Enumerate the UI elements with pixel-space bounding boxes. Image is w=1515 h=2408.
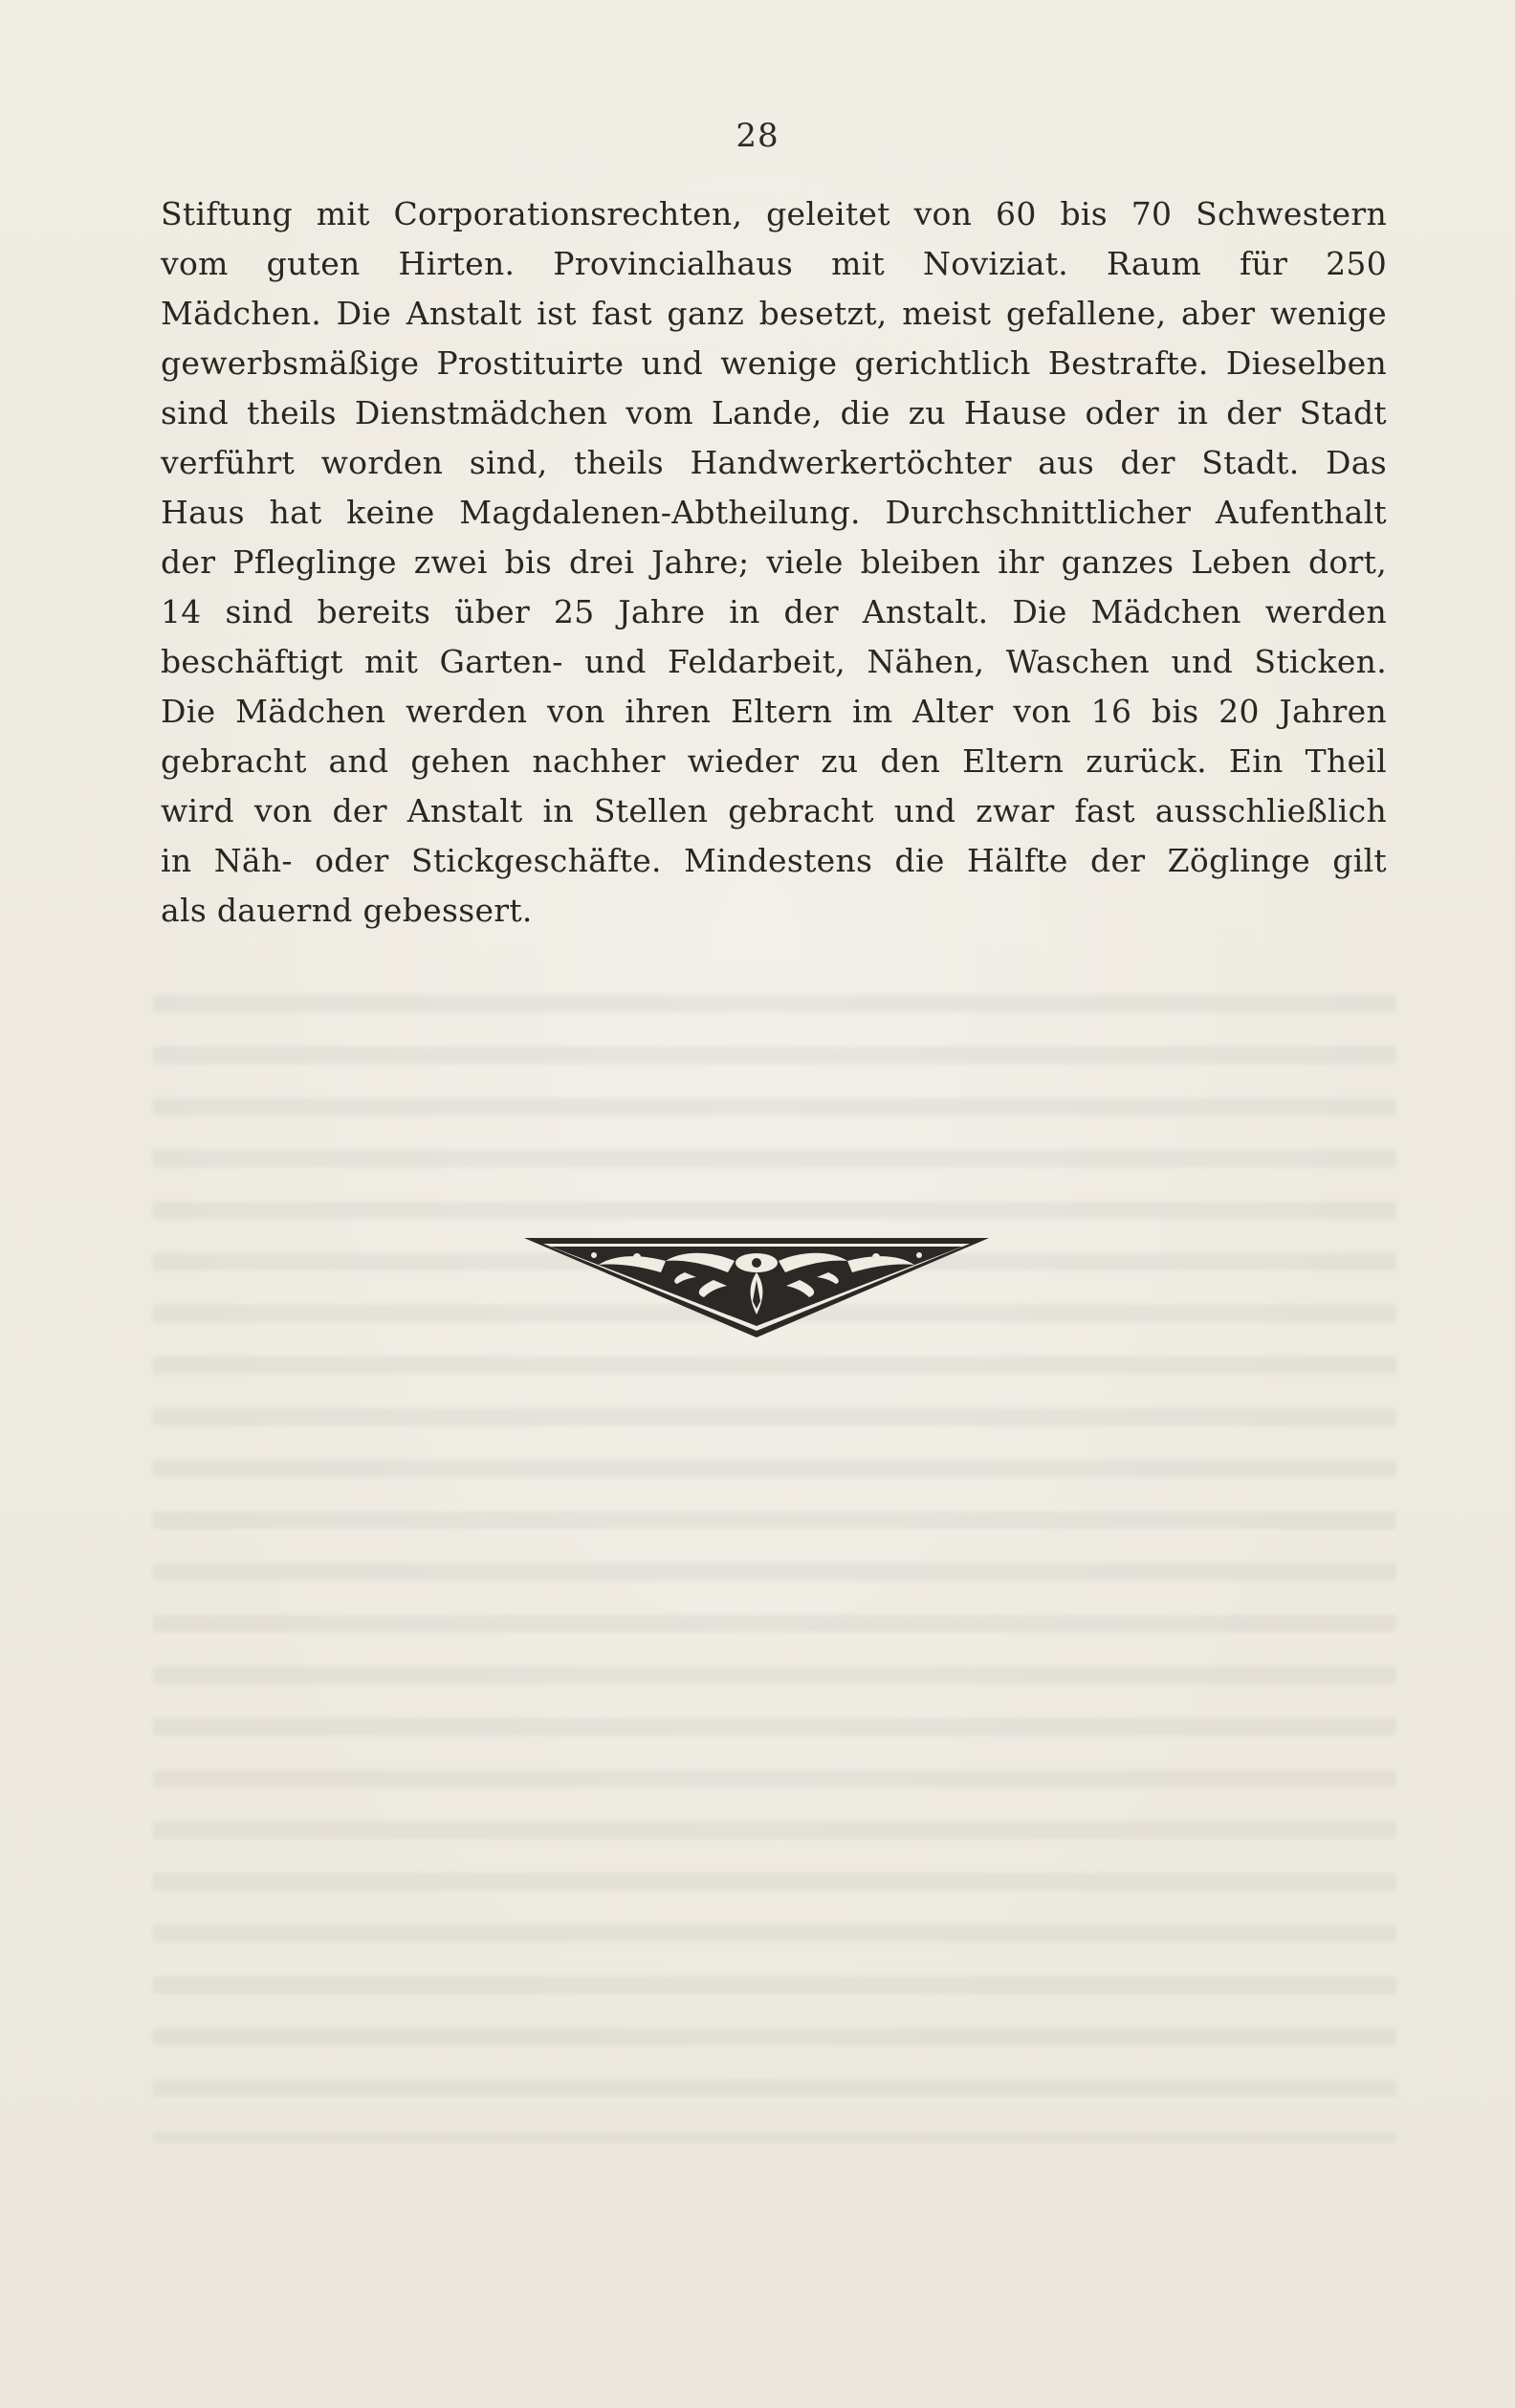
text-line: gebracht and gehen nachher wieder zu den Eltern zurück. Ein Theil bbox=[161, 742, 1387, 780]
text-line: der Pfleglinge zwei bis drei Jahre; viele bleiben ihr ganzes Leben dort, bbox=[161, 543, 1387, 581]
text-line: als dauernd gebessert. bbox=[161, 892, 533, 929]
text-line: sind theils Dienstmädchen vom Lande, die zu Hause oder in der Stadt bbox=[161, 394, 1387, 431]
text-line: 14 sind bereits über 25 Jahre in der Anstalt. Die Mädchen werden bbox=[161, 593, 1387, 630]
bleed-through-texture bbox=[153, 995, 1396, 2143]
text-line: Stiftung mit Corporationsrechten, geleitet von 60 bis 70 Schwestern bbox=[161, 195, 1387, 232]
text-line: gewerbsmäßige Prostituirte und wenige gerichtlich Bestrafte. Dieselben bbox=[161, 344, 1387, 382]
text-line: Haus hat keine Magdalenen-Abtheilung. Durchschnittlicher Aufenthalt bbox=[161, 494, 1387, 531]
body-paragraph bbox=[161, 189, 1387, 936]
page-number: 28 bbox=[736, 117, 779, 155]
text-line: wird von der Anstalt in Stellen gebracht und zwar fast ausschließlich bbox=[161, 792, 1387, 829]
tailpiece-ornament-icon bbox=[522, 1234, 991, 1339]
text-line: in Näh- oder Stickgeschäfte. Mindestens die Hälfte der Zöglinge gilt bbox=[161, 842, 1387, 879]
text-line: Mädchen. Die Anstalt ist fast ganz besetzt, meist gefallene, aber wenige bbox=[161, 295, 1387, 332]
text-line: verführt worden sind, theils Handwerkertöchter aus der Stadt. Das bbox=[161, 444, 1387, 481]
text-line: Die Mädchen werden von ihren Eltern im Alter von 16 bis 20 Jahren bbox=[161, 693, 1387, 730]
text-line: vom guten Hirten. Provincialhaus mit Noviziat. Raum für 250 bbox=[161, 245, 1387, 282]
text-line: beschäftigt mit Garten- und Feldarbeit, Nähen, Waschen und Sticken. bbox=[161, 643, 1387, 680]
